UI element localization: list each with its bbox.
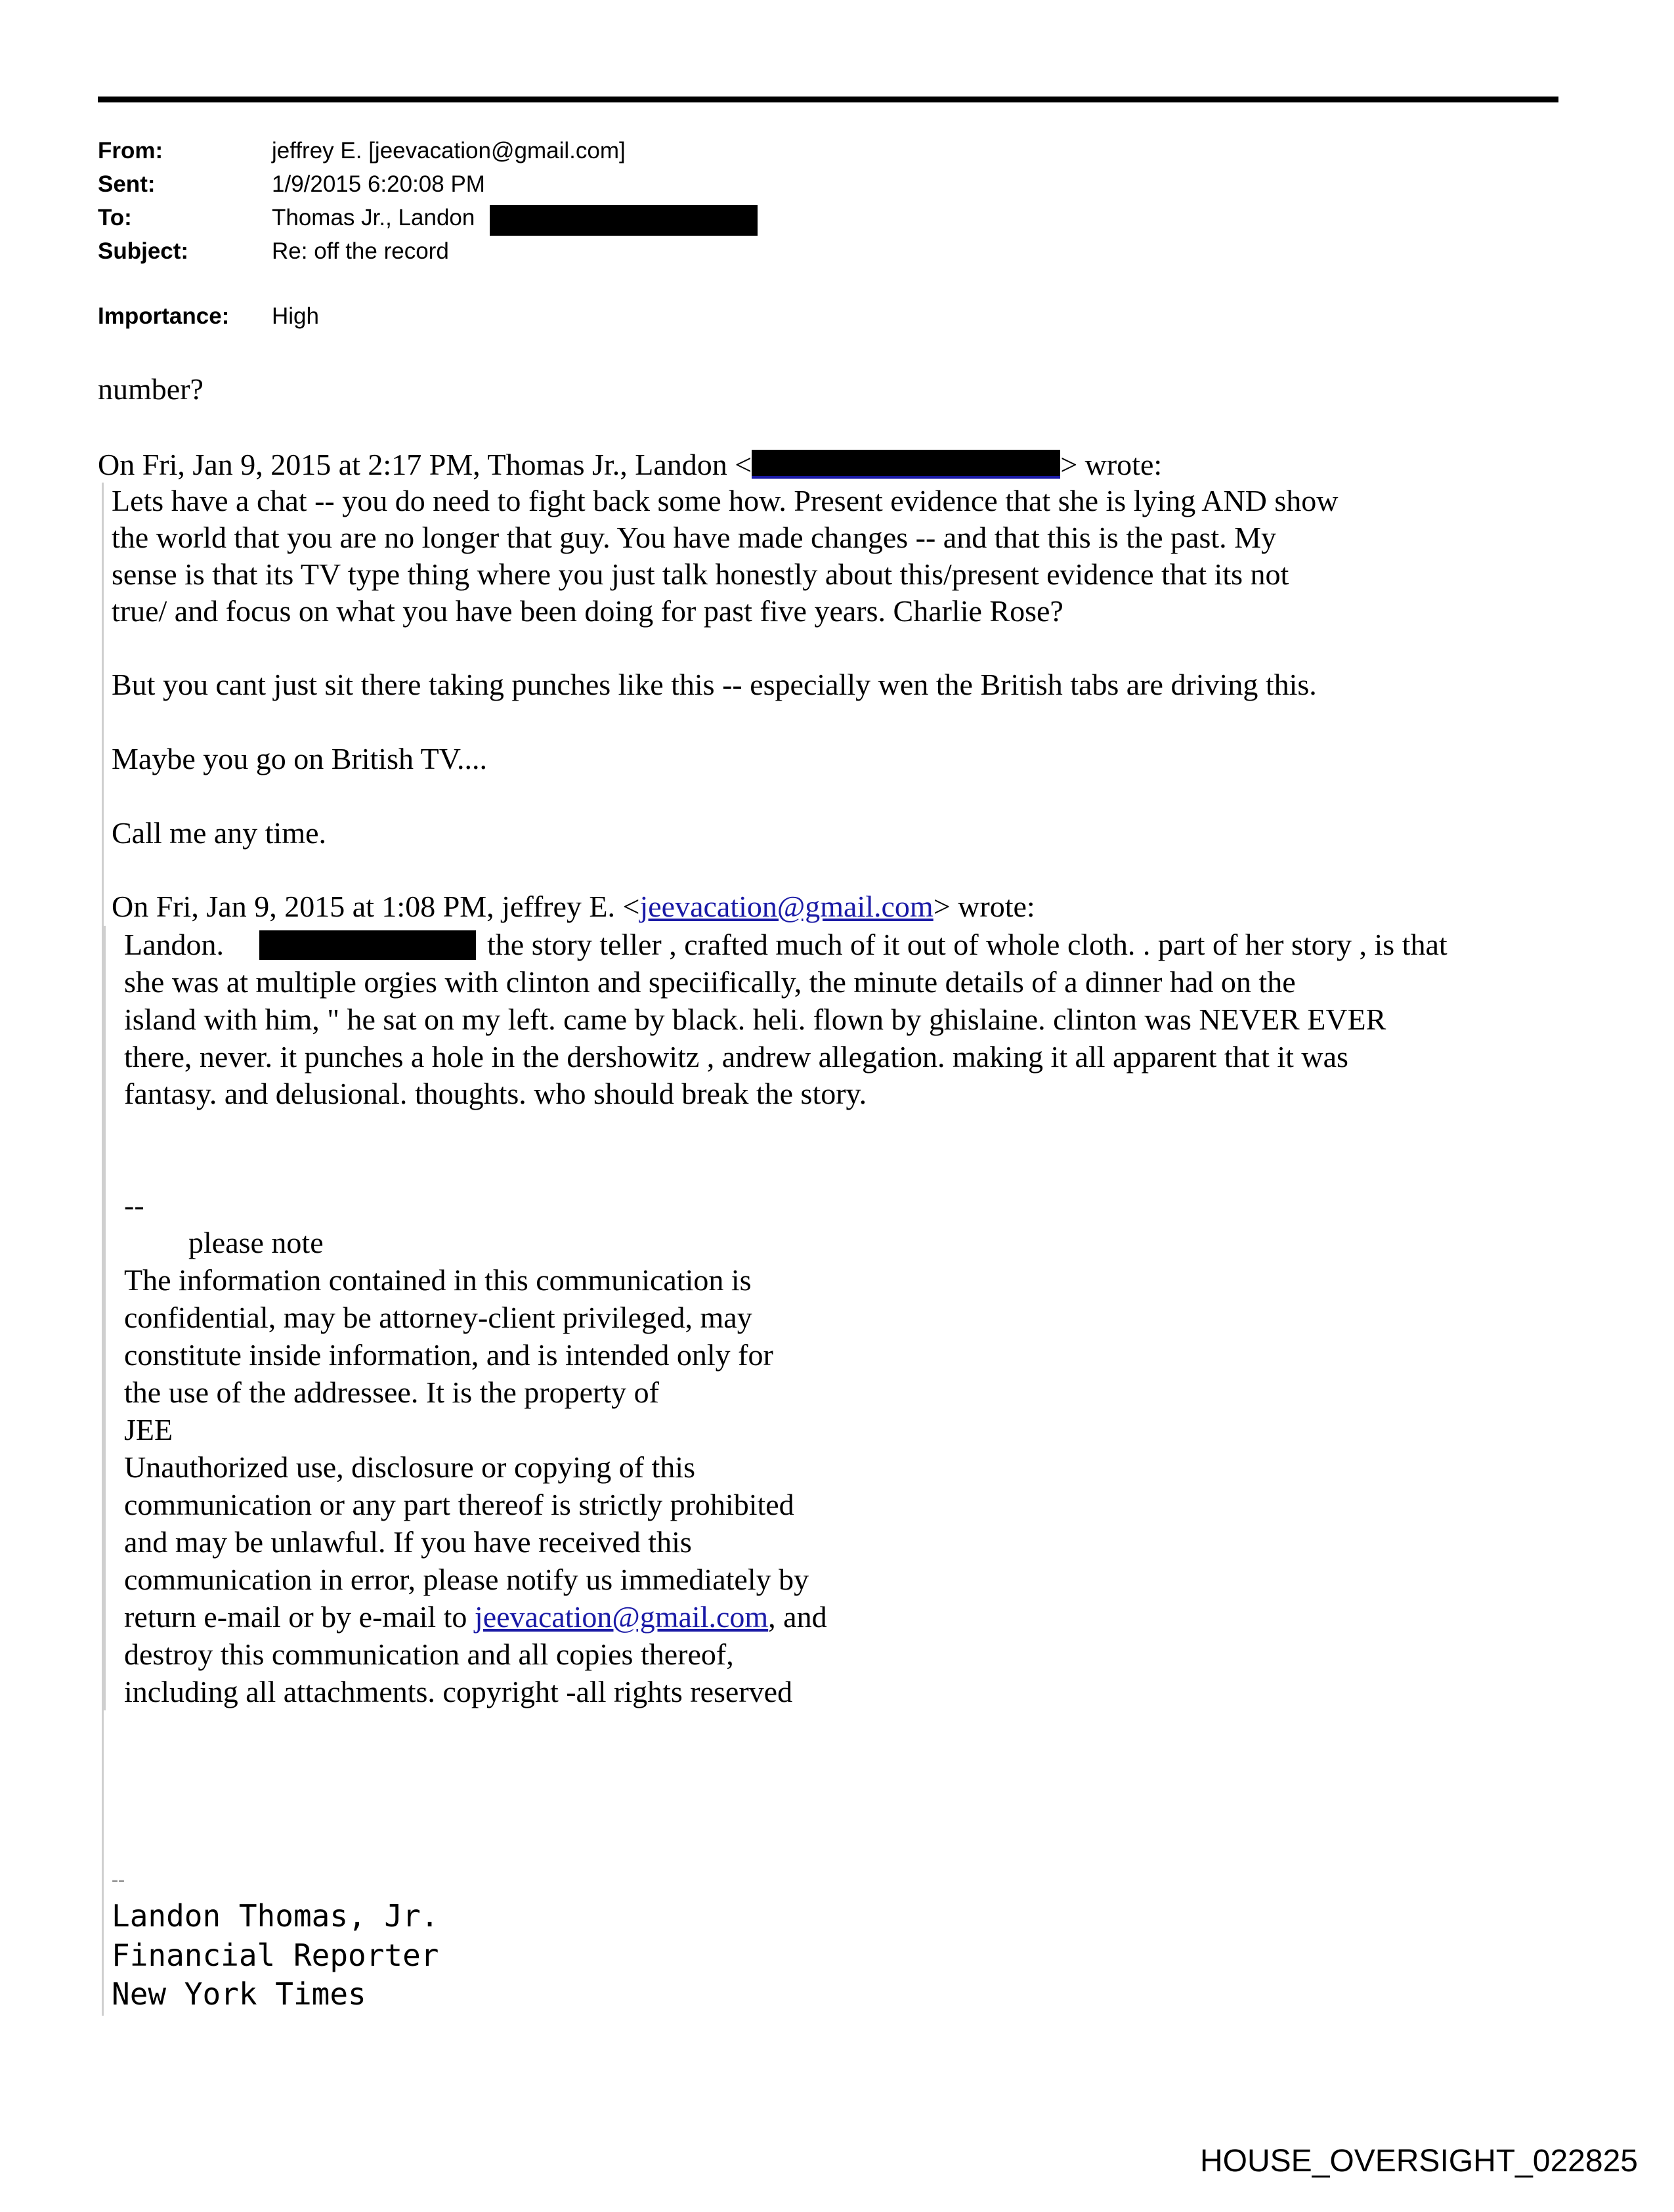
importance-value: High (272, 303, 319, 329)
disclaimer-text: , and (768, 1600, 827, 1634)
signature-org: New York Times (112, 1976, 366, 2012)
disclaimer-line: confidential, may be attorney-client privileged, may (124, 1301, 752, 1334)
importance-label: Importance: (98, 303, 230, 329)
subject-value: Re: off the record (272, 238, 449, 264)
sent-label: Sent: (98, 171, 156, 197)
quote-border-inner (104, 926, 106, 1710)
note-title: please note (188, 1226, 324, 1259)
from-value: jeffrey E. [jeevacation@gmail.com] (272, 138, 626, 163)
attribution-text: On Fri, Jan 9, 2015 at 1:08 PM, jeffrey E. < (112, 890, 640, 923)
quote1-line: the world that you are no longer that guy. You have made changes -- and that this is the past. My (112, 521, 1277, 554)
top-rule (98, 97, 1558, 102)
disclaimer-line: communication or any part thereof is strictly prohibited (124, 1488, 794, 1521)
quote2-line: fantasy. and delusional. thoughts. who should break the story. (124, 1077, 867, 1110)
signature-name: Landon Thomas, Jr. (112, 1898, 439, 1934)
signature-dash: -- (112, 1869, 125, 1890)
reply-text: number? (98, 372, 204, 406)
redaction-box (490, 205, 758, 236)
quote2-line: Landon. (124, 928, 225, 961)
signature-title: Financial Reporter (112, 1938, 439, 1973)
quote1-line: Call me any time. (112, 816, 327, 850)
disclaimer-line: Unauthorized use, disclosure or copying of this (124, 1450, 695, 1484)
disclaimer-line: JEE (124, 1413, 173, 1446)
to-value: Thomas Jr., Landon (272, 205, 475, 230)
attribution-text: On Fri, Jan 9, 2015 at 2:17 PM, Thomas Jr., Landon < (98, 448, 752, 481)
email-link[interactable]: jeevacation@gmail.com (639, 890, 934, 923)
quote2-line: she was at multiple orgies with clinton and speciifically, the minute details of a dinner had on the (124, 965, 1296, 999)
disclaimer-line: constitute inside information, and is intended only for (124, 1338, 773, 1372)
to-label: To: (98, 205, 132, 230)
quote1-line: Lets have a chat -- you do need to fight back some how. Present evidence that she is lying AND show (112, 484, 1339, 517)
quote1-line: sense is that its TV type thing where you just talk honestly about this/present evidence that its not (112, 557, 1289, 591)
quote1-attribution (98, 450, 1162, 480)
redaction-box (752, 450, 1060, 479)
disclaimer-line: the use of the addressee. It is the property of (124, 1376, 659, 1409)
disclaimer-line: including all attachments. copyright -all rights reserved (124, 1675, 793, 1708)
disclaimer-line: destroy this communication and all copies thereof, (124, 1637, 734, 1671)
subject-label: Subject: (98, 238, 189, 264)
attribution-text: > wrote: (1060, 448, 1163, 481)
quote1-line: true/ and focus on what you have been doing for past five years. Charlie Rose? (112, 594, 1063, 628)
quote2-line: the story teller , crafted much of it out of whole cloth. . part of her story , is that (487, 928, 1448, 961)
quote2-line: there, never. it punches a hole in the dershowitz , andrew allegation. making it all apparent that it was (124, 1040, 1348, 1073)
quote1-line: Maybe you go on British TV.... (112, 742, 488, 775)
sig-dash: -- (124, 1188, 144, 1222)
sent-value: 1/9/2015 6:20:08 PM (272, 171, 485, 197)
redaction-box (259, 930, 476, 960)
attribution-text: > wrote: (933, 890, 1035, 923)
quote2-attribution (112, 892, 1035, 922)
email-link[interactable]: jeevacation@gmail.com (474, 1600, 769, 1634)
disclaimer-text: return e-mail or by e-mail to (124, 1600, 475, 1634)
quote1-line: But you cant just sit there taking punches like this -- especially wen the British tabs are driving this. (112, 668, 1317, 701)
bates-number: HOUSE_OVERSIGHT_022825 (1200, 2144, 1638, 2179)
disclaimer-line: communication in error, please notify us immediately by (124, 1563, 809, 1596)
disclaimer-line: and may be unlawful. If you have received this (124, 1525, 692, 1559)
quote2-line: island with him, " he sat on my left. came by black. heli. flown by ghislaine. clinton was NEVER EVER (124, 1003, 1386, 1036)
disclaimer-line (124, 1602, 827, 1632)
disclaimer-line: The information contained in this communication is (124, 1263, 752, 1297)
from-label: From: (98, 138, 163, 163)
